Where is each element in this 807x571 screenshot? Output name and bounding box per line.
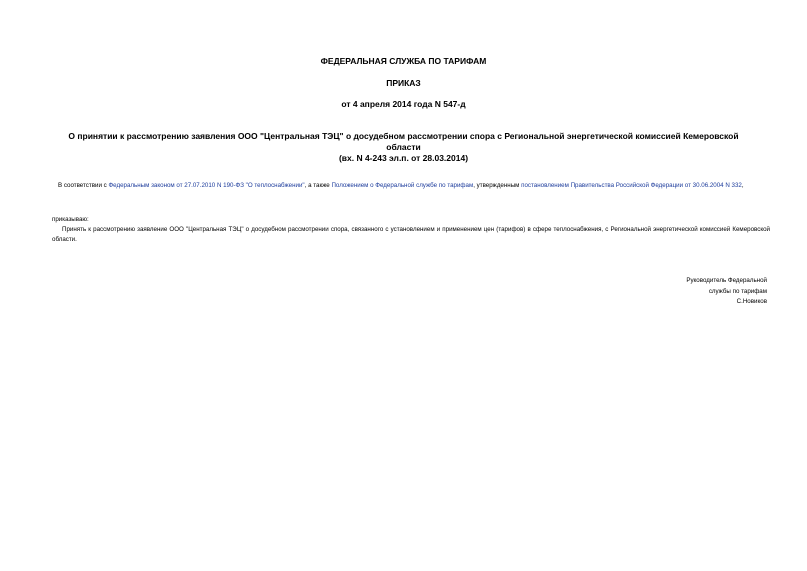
document-type: ПРИКАЗ (386, 78, 421, 88)
paragraph-basis (52, 181, 770, 191)
para1-text-1: В соответствии с (58, 182, 109, 189)
para2-text: Принять к рассмотрению заявление ООО "Центральная ТЭЦ" о досудебном рассмотрении спора, связанного с установлением и применением цен (тарифов) в сфере теплоснабжения, с Региональной энергетической комиссией Кемеровской области. (52, 226, 770, 243)
signature-line-1: Руководитель Федеральной (686, 277, 767, 284)
para1-text-2: , а также (304, 182, 332, 189)
subject-line-3: (вх. N 4-243 эл.п. от 28.03.2014) (338, 153, 469, 163)
regulation-link[interactable]: Положением о Федеральной службе по тарифам (331, 182, 474, 189)
paragraph-decision (52, 225, 770, 245)
resolution-link[interactable]: постановлением Правительства Российской Федерации от 30.06.2004 N 332 (521, 182, 742, 189)
signatory-name: С.Новиков (736, 298, 767, 305)
agency-name: ФЕДЕРАЛЬНАЯ СЛУЖБА ПО ТАРИФАМ (320, 56, 487, 66)
para1-text-3: , утвержденным (473, 182, 522, 189)
signature-line-2: службы по тарифам (708, 287, 767, 295)
subject-line-2: области (386, 142, 421, 152)
document-subject (48, 131, 759, 164)
para1-text-4: , (741, 182, 744, 189)
document-date-number: от 4 апреля 2014 года N 547-д (341, 99, 466, 109)
signature-block (567, 276, 767, 308)
subject-line-1: О принятии к рассмотрению заявления ООО "Центральная ТЭЦ" о досудебном рассмотрении спора с Региональной энергетической комиссией Кемеровской (68, 131, 739, 141)
orders-word: приказываю: (52, 216, 89, 223)
law-link[interactable]: Федеральным законом от 27.07.2010 N 190-ФЗ "О теплоснабжении" (108, 182, 305, 189)
